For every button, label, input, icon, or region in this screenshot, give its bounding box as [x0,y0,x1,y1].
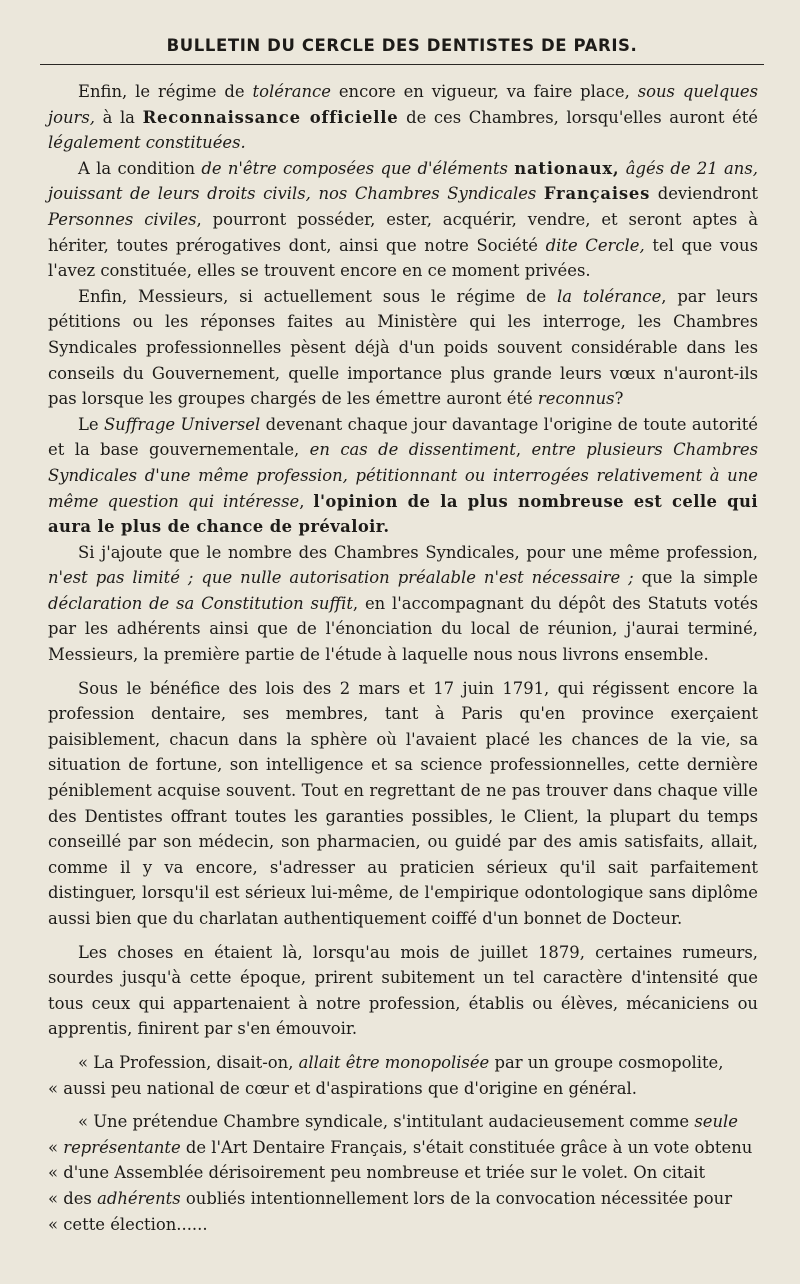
text-run: Suffrage Universel [103,414,261,434]
text-run: que la simple [633,568,758,588]
paragraph [48,540,758,668]
text-run: sous quelques jours, [48,82,758,127]
quotation [48,1109,758,1237]
quotation [48,1050,758,1101]
text-run: devenant chaque jour davantage l'origine de toute autorité et la base gouvernementale, [48,414,758,460]
text-run: reconnus [537,389,615,409]
text-run: entre plusieurs Chambres Syndicales d'une même profession, pétitionnant ou interrogées relativement à une même question qui intéresse [48,440,758,511]
paragraph [48,79,758,156]
paragraph: Les choses en étaient là, lorsqu'au mois de juillet 1879, certaines rumeurs, sourdes jusqu'à cette époque, prirent subitement un tel caractère d'intensité que tous ceux qui appartenaient à notre profession, établis ou élèves, mécaniciens ou apprentis, finirent par s'en émouvoir. [48,942,758,1039]
text-run: de l'Art Dentaire Français, s'était constituée grâce à un vote obtenu [180,1137,753,1157]
text-run: « Une prétendue Chambre syndicale, s'intitulant audacieusement comme [78,1112,695,1132]
body-text [48,79,758,1237]
text-run: Si j'ajoute que le nombre des Chambres Syndicales, pour une même profession, [78,542,758,562]
text-run: âgés de 21 ans, jouissant de leurs droits civils, nos Chambres Syndicales [48,158,758,204]
text-run: deviendront [650,184,758,204]
text-run: allait être monopolisée [298,1052,490,1072]
text-run: représentante [63,1137,181,1157]
text-run: Enfin, le régime de [78,82,253,101]
text-run: à la [94,107,143,127]
text-run: A la condition [78,158,202,178]
text-run: seule [694,1112,738,1132]
text-run: , par leurs pétitions ou les réponses faites au Ministère qui les interroge, les Chambres Syndicales professionnelles pèsent déjà d'un poids souvent considérable dans les conseils du Gouvernement, quelle importance plus grande leurs vœux n'auront-ils pas lorsque les groupes chargés de les émettre auront été [48,286,758,409]
text-run: tolérance [252,82,331,101]
text-run: déclaration de sa Constitution suffit [48,593,353,613]
emphasis: nationaux, [514,158,620,178]
text-run: « [48,1137,64,1157]
paragraph [48,412,758,540]
text-run: « aussi peu national de cœur et d'aspirations que d'origine en général. [48,1078,637,1098]
emphasis: Reconnaissance officielle [142,107,399,127]
paragraph [48,284,758,412]
text-run: légalement constituées. [48,133,246,153]
text-run: « La Profession, disait-on, [78,1052,299,1072]
text-run: encore en vigueur, va faire place, [330,82,638,101]
running-header: BULLETIN DU CERCLE DES DENTISTES DE PARIS. [40,36,764,65]
text-run: de n'être composées que d'éléments [201,158,515,178]
text-run: n'est pas limité ; que nulle autorisation préalable n'est nécessaire ; [48,568,634,588]
text-run: , en l'accompagnant du dépôt des Statuts votés par les adhérents ainsi que de l'énonciation du local de réunion, j'aurai terminé, Messieurs, la première partie de l'étude à laquelle nous nous livrons ensemble. [48,593,758,665]
text-run: « cette élection...... [48,1214,208,1234]
text-run: la tolérance [557,286,662,306]
text-run: Le [78,414,104,434]
text-run: en cas de dissentiment [309,440,516,460]
text-run: oubliés intentionnellement lors de la convocation nécessitée pour [180,1188,733,1208]
text-run: , [515,440,532,460]
text-run: par un groupe cosmopolite, [489,1052,724,1072]
emphasis: Françaises [543,184,651,204]
emphasis: l'opinion de la plus nombreuse est celle qui aura le plus de chance de prévaloir. [48,491,758,537]
text-run: Enfin, Messieurs, si actuellement sous le régime de [78,286,557,306]
text-run: tel que vous l'avez constituée, elles se trouvent encore en ce moment privées. [48,235,758,281]
text-run: dite Cercle, [545,235,645,255]
text-run: Personnes civiles [48,209,197,229]
text-run: adhérents [97,1188,181,1208]
text-run: , [299,491,314,511]
paragraph: Sous le bénéfice des lois des 2 mars et 17 juin 1791, qui régissent encore la profession dentaire, ses membres, tant à Paris qu'en province exerçaient paisiblement, chacun dans la sphère où l'avaient placé les chances de la vie, sa situation de fortune, son intelligence et sa science professionnelles, cette dernière péniblement acquise souvent. Tout en regrettant de ne pas trouver dans chaque ville des Dentistes offrant toutes les garanties possibles, le Client, la plupart du temps conseillé par son médecin, son pharmacien, ou guidé par des amis satisfaits, allait, comme il y va encore, s'adresser au praticien sérieux qu'il sait parfaitement distinguer, lorsqu'il est sérieux lui-même, de l'empirique odontologique sans diplôme aussi bien que du charlatan authentiquement coiffé d'un bonnet de Docteur. [48,678,758,928]
text-run: ? [614,389,624,409]
text-run: « des [48,1188,98,1208]
text-run: , pourront posséder, ester, acquérir, vendre, et seront aptes à hériter, toutes prérogatives dont, ainsi que notre Société [48,209,758,255]
text-run: de ces Chambres, lorsqu'elles auront été [398,107,758,127]
text-run: « d'une Assemblée dérisoirement peu nombreuse et triée sur le volet. On citait [48,1163,706,1183]
paragraph [48,156,758,284]
